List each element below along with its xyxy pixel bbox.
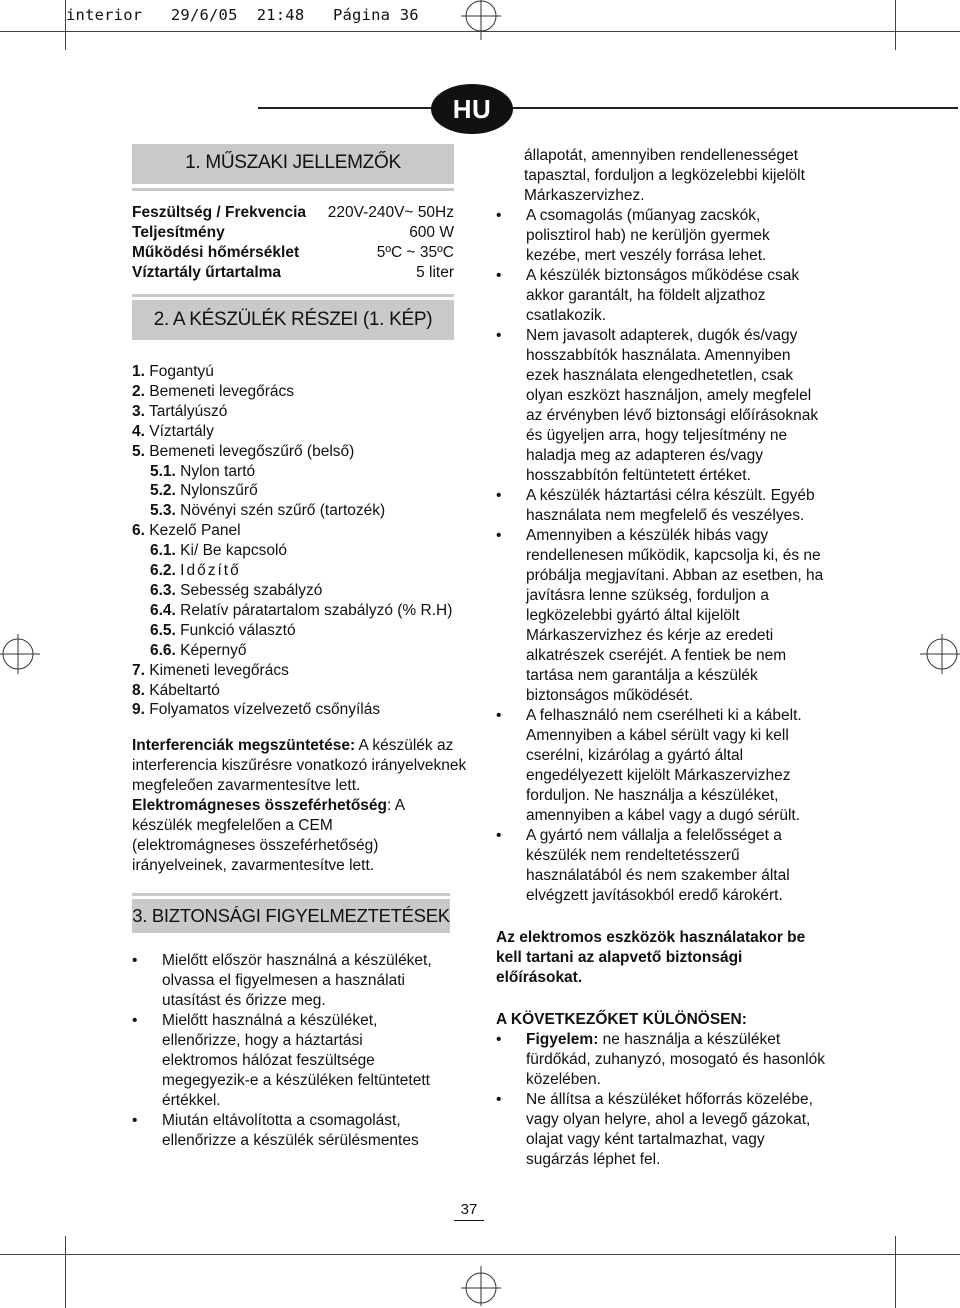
interference-paragraph [132, 736, 468, 796]
safety-heading: Az elektromos eszközök használatakor be kell tartani az alapvető biztonsági előírásokat. [496, 929, 806, 986]
interference-label: Interferenciák megszüntetése: [132, 737, 356, 755]
crop-line-left-bottom [65, 1236, 66, 1308]
emc-text: : A készülék megfelelően a CEM (elektromágneses összeférhetőség) irányelveinek, zavarmentesítve lett. [132, 797, 405, 875]
list-item: 6.3. Sebesség szabályzó [150, 581, 323, 599]
crop-line-bottom [0, 1254, 960, 1255]
spec-row [132, 203, 454, 223]
continuation-paragraph: állapotát, amennyiben rendellenességet tapasztal, forduljon a legközelebbi kijelölt Márkaszervizhez. [524, 147, 805, 204]
list-item: 5.3. Növényi szén szűrő (tartozék) [150, 502, 386, 520]
list-item: 6. Kezelő Panel [132, 522, 241, 540]
crop-line-right-bottom [895, 1236, 896, 1308]
list-item: • Mielőtt használná a készüléket, ellenőrizze, hogy a háztartási elektromos hálózat feszültsége megegyezik-e a készüléken feltüntetett értékkel. [132, 1011, 432, 1111]
right-column [496, 146, 826, 1170]
spec-value: 5 liter [416, 264, 454, 281]
list-item: • Figyelem: ne használja a készüléket fürdőkád, zuhanyzó, mosogató és hasonlók közelében. [496, 1030, 826, 1090]
list-item: 2. Bemeneti levegőrács [132, 382, 294, 400]
list-item: 6.6. Képernyő [150, 641, 247, 659]
list-item: 9. Folyamatos vízelvezető csőnyílás [132, 701, 381, 719]
header-date: 29/6/05 [170, 6, 238, 24]
section2-heading [132, 300, 454, 340]
language-tab-rule [258, 107, 958, 109]
left-column [132, 144, 467, 1151]
list-item: • Nem javasolt adapterek, dugók és/vagy hosszabbítók használata. Amennyiben ezek használata elengedhetetlen, csak olyan eszközt használjon, amely megfelel az érvényben lévő biztonsági előírásoknak és ügyeljen arra, hogy teljesítmény ne haladja meg az adapteren és/vagy hosszabbítón feltüntetett értéket. [496, 326, 826, 486]
crop-line-right [895, 0, 896, 50]
spec-label: Víztartály űrtartalma [132, 264, 282, 281]
list-item: 1. Fogantyú [132, 363, 214, 380]
list-item: • A felhasználó nem cserélheti ki a kábelt. Amennyiben a kábel sérült vagy ki kell cserélni, kizárólag a gyártó által engedélyezett kijelölt Márkaszervizhez forduljon. Ne használja a készüléket, amennyiben a kábel vagy a dugó sérült. [496, 706, 826, 826]
list-item: • A csomagolás (műanyag zacskók, polisztirol hab) ne kerüljön gyermek kezébe, mert veszély forrása lehet. [496, 206, 826, 266]
language-badge: HU [431, 84, 513, 134]
list-item: 6.5. Funkció választó [150, 621, 296, 639]
spec-row [132, 243, 454, 263]
section1-heading [132, 144, 454, 184]
list-item: 6.1. Ki/ Be kapcsoló [150, 542, 288, 560]
spec-value: 5ºC ~ 35ºC [376, 244, 454, 261]
list-item: 6.4. Relatív páratartalom szabályzó (% R.H) [150, 601, 453, 619]
list-item: • A készülék biztonságos működése csak akkor garantált, ha földelt aljzathoz csatlakozik. [496, 266, 826, 326]
list-item: • Ne állítsa a készüléket hőforrás közelébe, vagy olyan helyre, ahol a levegő gázokat, olajat vagy ként tartalmazhat, vagy sugárzás léphet fel. [496, 1090, 826, 1170]
header-file: interior [66, 6, 143, 24]
emc-paragraph [132, 796, 432, 876]
spec-row [132, 223, 454, 243]
warning-label: Figyelem: [526, 1031, 599, 1048]
spec-label: Feszültség / Frekvencia [132, 204, 307, 221]
list-item: 7. Kimeneti levegőrács [132, 661, 289, 679]
list-item: • Mielőtt először használná a készüléket, olvassa el figyelmesen a használati utasítást és őrizze meg. [132, 951, 432, 1011]
header-page-label: Página 36 [332, 6, 419, 24]
header-time: 21:48 [256, 6, 305, 24]
safety-list-continued [496, 206, 826, 906]
crop-line-left [65, 0, 66, 50]
registration-mark-bottom [461, 1266, 501, 1306]
spec-value: 600 W [409, 224, 454, 241]
list-item: • A készülék háztartási célra készült. Egyéb használata nem megfelelő és veszélyes. [496, 486, 826, 526]
section2-title: 2. A KÉSZÜLÉK RÉSZEI (1. KÉP) [153, 309, 433, 330]
list-item: 8. Kábeltartó [132, 681, 220, 699]
list-item: 6.2. Időzítő [150, 562, 241, 580]
spec-table [132, 203, 454, 283]
list-item: • Amennyiben a készülék hibás vagy rendellenesen működik, kapcsolja ki, és ne próbálja megjavítani. Abban az esetben, ha javításra lenne szükség, forduljon a legközelebbi gyártó által kijelölt Márkaszervizhez és kérje az eredeti alkatrészek cseréjét. A fentiek be nem tartása nem garantálja a készülék biztonságos működését. [496, 526, 826, 706]
special-list [496, 1030, 826, 1170]
section1-stripe [132, 188, 454, 191]
spec-label: Működési hőmérséklet [132, 244, 300, 261]
parts-list [132, 362, 454, 720]
spec-row [132, 263, 454, 283]
special-heading: A KÖVETKEZŐKET KÜLÖNÖSEN: [496, 1011, 747, 1028]
safety-list [132, 951, 432, 1151]
registration-mark-top [461, 0, 501, 40]
emc-label: Elektromágneses összeférhetőség [132, 797, 387, 815]
section1-title: 1. MŰSZAKI JELLEMZŐK [185, 152, 401, 173]
interference-text: A készülék az interferencia kiszűrésre vonatkozó irányelveknek megfeleően zavarmentesítve lett. [132, 737, 467, 795]
list-item: 4. Víztartály [132, 422, 214, 440]
section3-stripe [132, 893, 450, 896]
list-item: 5. Bemeneti levegőszűrő (belső) [132, 442, 355, 460]
spec-label: Teljesítmény [132, 224, 225, 241]
list-item: • A gyártó nem vállalja a felelősséget a készülék nem rendeltetésszerű használatából és nem szakember által elvégzett javításokból eredő károkért. [496, 826, 826, 906]
list-item: • Miután eltávolította a csomagolást, ellenőrizze a készülék sérülésmentes [132, 1111, 432, 1151]
section2-stripe [132, 294, 454, 297]
list-item: 5.1. Nylon tartó [150, 462, 256, 480]
page-number: 37 [454, 1201, 484, 1221]
spec-value: 220V-240V~ 50Hz [327, 204, 454, 221]
registration-mark-right [920, 634, 960, 674]
section3-title: 3. BIZTONSÁGI FIGYELMEZTETÉSEK [132, 905, 450, 927]
list-item: 3. Tartályúszó [132, 402, 228, 420]
list-item: 5.2. Nylonszűrő [150, 482, 258, 500]
registration-mark-left [0, 634, 40, 674]
section3-heading [132, 899, 450, 933]
